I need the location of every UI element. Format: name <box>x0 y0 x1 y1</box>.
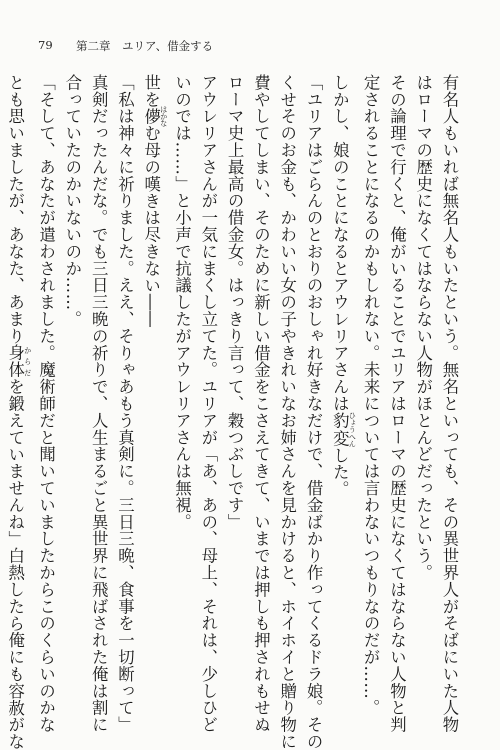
ruby-annotation: 豹変 ひょうへん <box>330 411 358 448</box>
text-line: いのでは……」と小声で抗議したがアウレリアさんは無視。 <box>172 74 192 531</box>
text-line: アウレリアさんが一気にまくし立てた。ユリアが「あ、あの、母上、それは、少しひど <box>198 74 218 734</box>
body-text <box>5 74 462 750</box>
ruby-annotation: 身体 からだ <box>5 344 33 379</box>
ruby-annotation: 儚 はかな <box>141 105 169 128</box>
text-line: 「ユリアはごらんのとおりのおしゃれ好きなだけで、借金ばかり作ってくるドラ娘。その <box>304 74 324 750</box>
text-line: 費やしてしまい、そのために新しい借金をこさえてきて、いまでは押しも押されもせぬ <box>251 74 271 734</box>
page-header <box>38 38 458 58</box>
text-line: しかし、娘のことになるとアウレリアさんは豹変 ひょうへんした。 <box>330 74 358 498</box>
text-line: 「私は神々に祈りました。ええ、そりゃあもう真剣に。三日三晩、食事を一切断って」 <box>115 74 135 734</box>
text-line: とも思いましたが、あなた、あまり身体 からだを鍛えていませんね」白熱したら俺にも容赦がな <box>5 74 33 750</box>
running-head: 第二章 ユリア、借金する <box>76 39 214 53</box>
text-line: その論理で行くと、俺がいることでユリアはローマの歴史になくてはならない人物と判 <box>387 74 407 734</box>
text-line: 「そして、あなたが遣わされました。魔術師だと聞いていましたからこのくらいのかな <box>36 74 56 734</box>
text-line: くせそのお金も、かわいい女の子やきれいなお姉さんを見かけると、ホイホイと贈り物に <box>277 74 297 750</box>
text-line: 有名人もいれば無名人もいたという。無名といっても、その異世界人がそばにいた人物 <box>440 74 459 734</box>
text-line: 世を儚 はかなむ母の嘆きは尽きない―― <box>141 74 169 328</box>
text-line: 合っていたのかいないのか……。 <box>62 74 82 328</box>
text-line: ローマ史上最高の借金女。はっきり言って、穀つぶしです」 <box>225 74 245 531</box>
text-line: はローマの歴史になくてはならない人物がほとんどだったという。 <box>413 74 433 581</box>
text-line: 真剣だったんだな。でも三日三晩の祈りで、人生まるごと異世界に飛ばされた俺は割に <box>89 74 109 734</box>
page-number: 79 <box>38 38 53 52</box>
text-line: 定されることになるのかもしれない。未来については言わないつもりなのだが……。 <box>361 74 381 717</box>
